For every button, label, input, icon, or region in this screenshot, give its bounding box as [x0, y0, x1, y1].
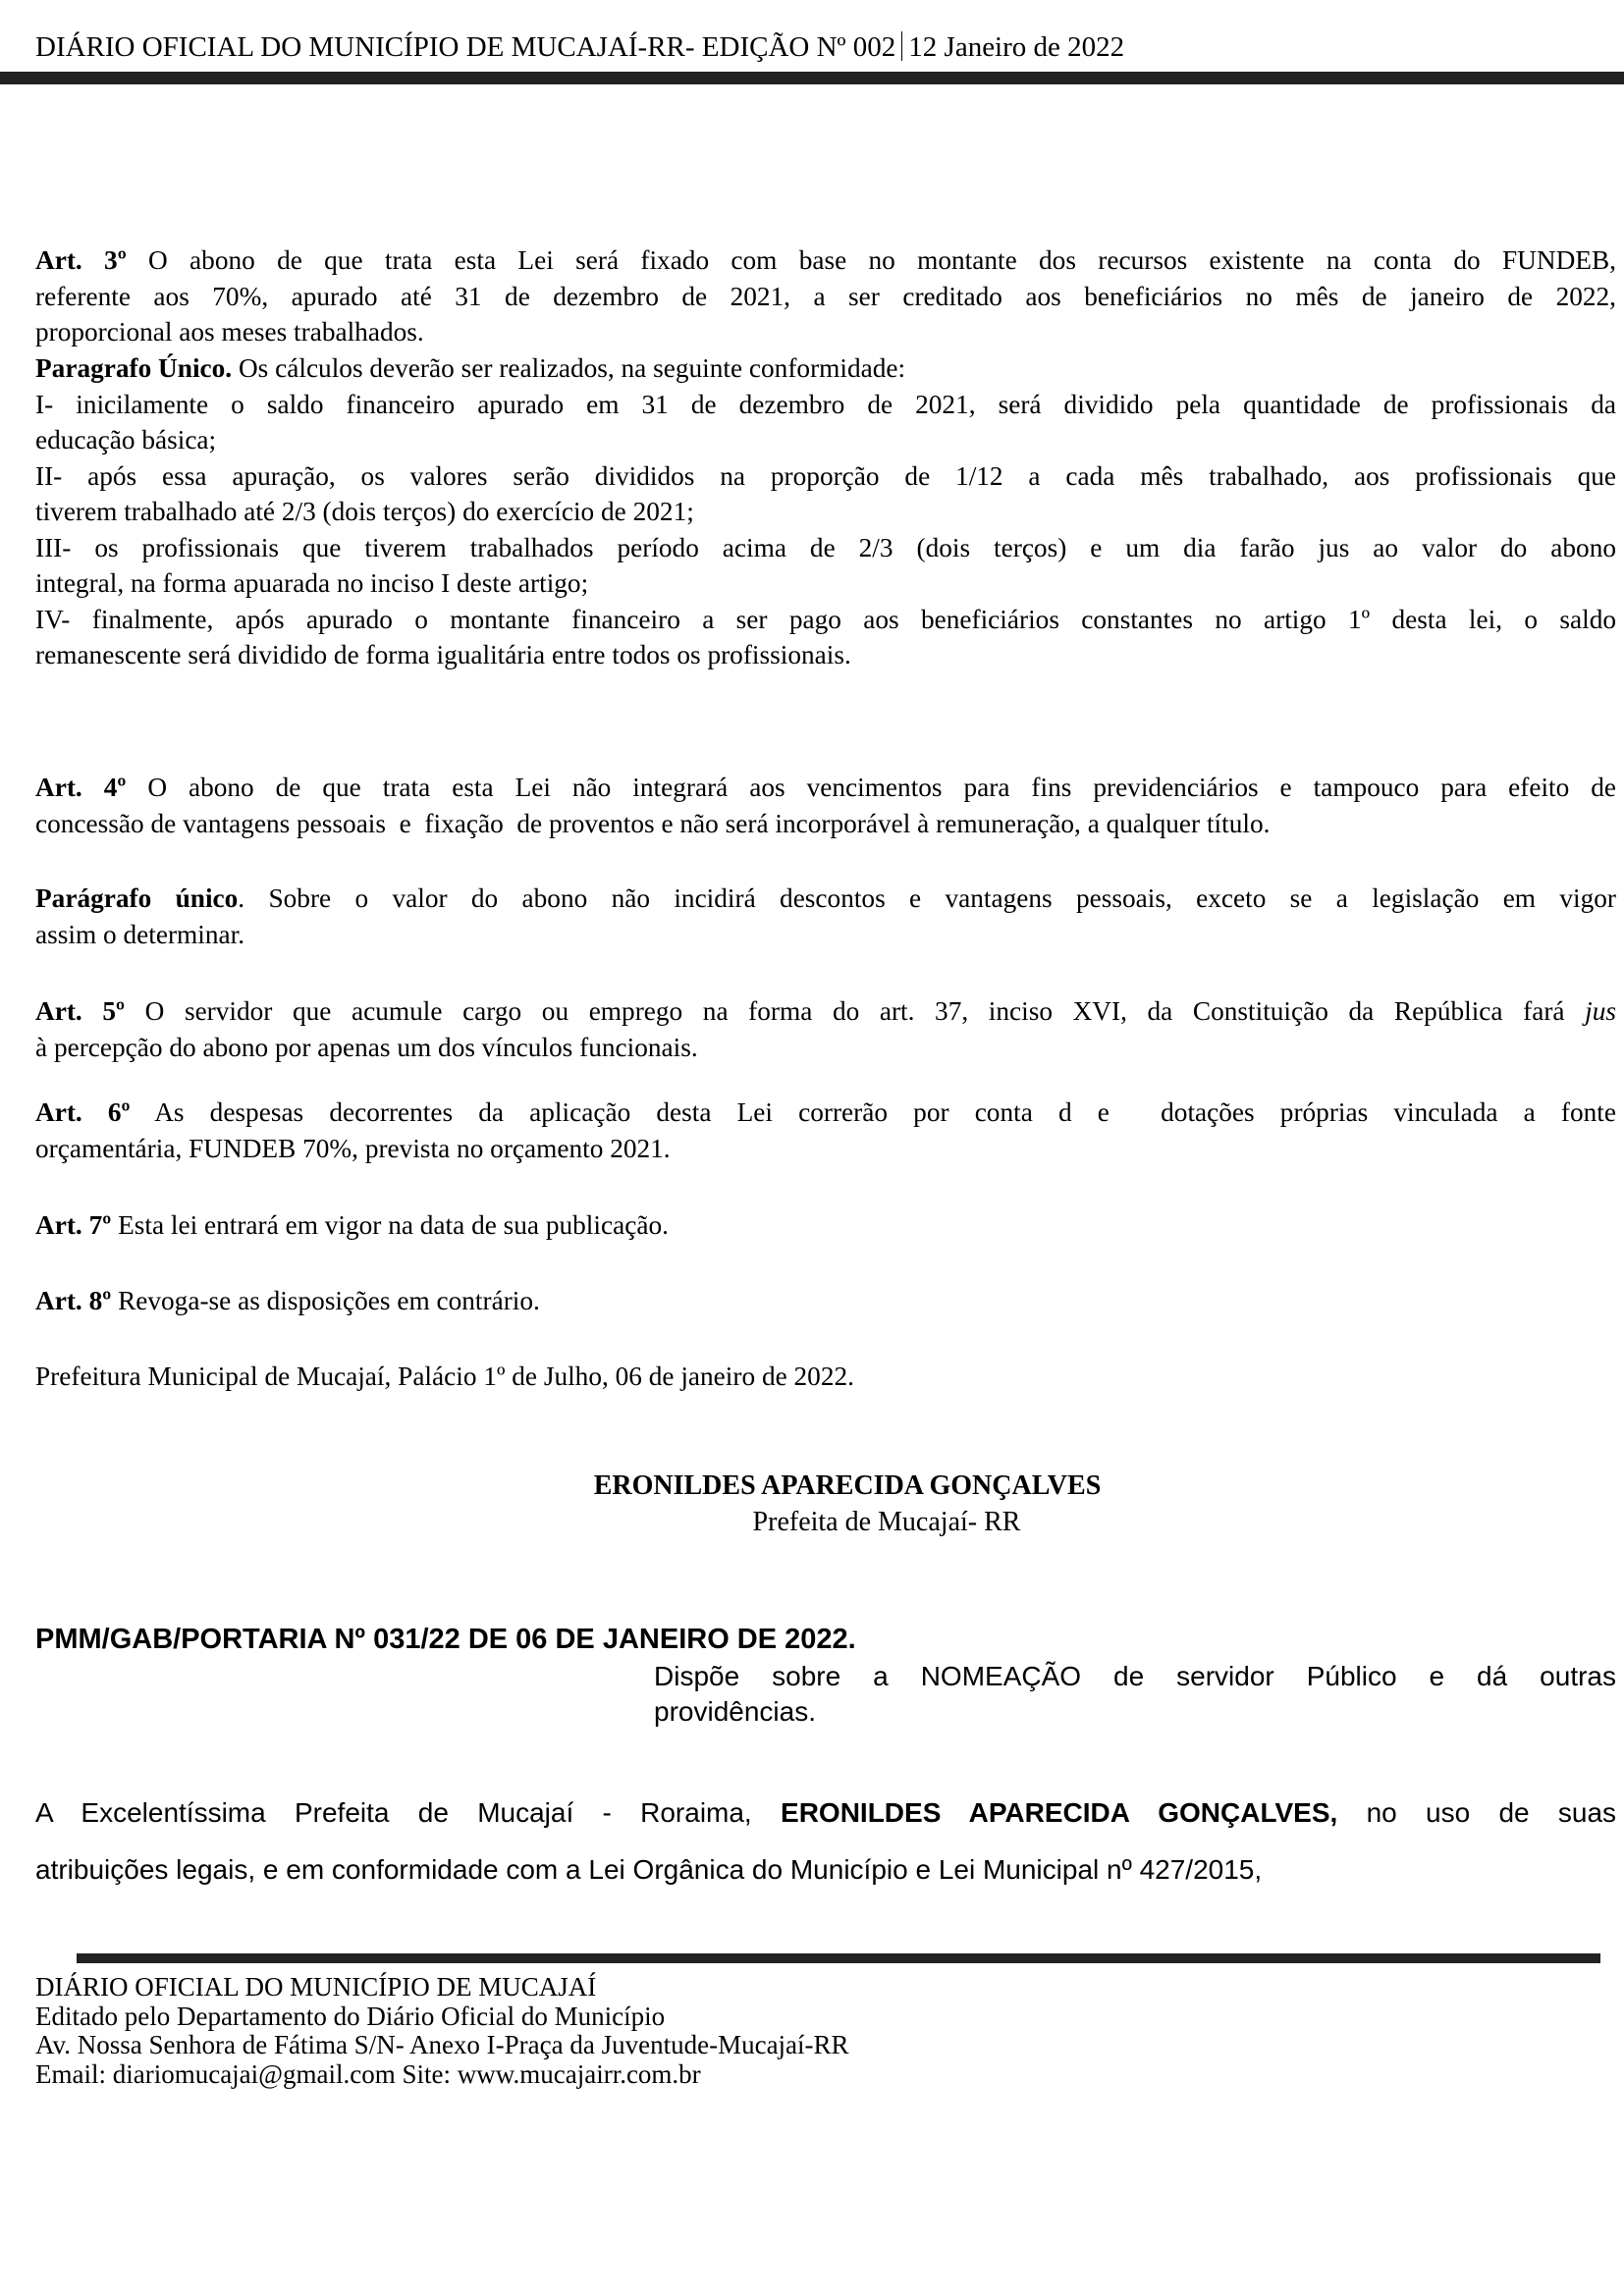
article-label: Art. 3º [35, 245, 127, 275]
page-header [35, 29, 1124, 65]
inciso-text: remanescente será dividido de forma igualitária entre todos os profissionais. [35, 640, 851, 669]
page-footer [35, 1973, 849, 2089]
inciso-text: tiverem trabalhado até 2/3 (dois terços) do exercício de 2021; [35, 497, 694, 526]
article-label: Art. 7º [35, 1210, 112, 1240]
inciso-text: I- inicilamente o saldo financeiro apurado em 31 de dezembro de 2021, será dividido pela quantidade de profissionais da [35, 389, 1616, 419]
article-text: referente aos 70%, apurado até 31 de dezembro de 2021, a ser creditado aos beneficiários no mês de janeiro de 2022, [35, 281, 1616, 311]
article-label: Art. 8º [35, 1286, 112, 1315]
footer-editor: Editado pelo Departamento do Diário Oficial do Município [35, 2001, 666, 2031]
header-separator [901, 31, 902, 61]
footer-contact: Email: diariomucajai@gmail.com Site: www.mucajairr.com.br [35, 2058, 701, 2089]
article-text: Esta lei entrará em vigor na data de sua publicação. [118, 1210, 669, 1240]
article-4 [35, 770, 1616, 841]
header-title: DIÁRIO OFICIAL DO MUNICÍPIO DE MUCAJAÍ-RR- EDIÇÃO Nº 002 [35, 31, 896, 63]
paragraph-label: Parágrafo único [35, 883, 239, 913]
article-text: O servidor que acumule cargo ou emprego na forma do art. 37, inciso XVI, da Constituição da República fará [144, 996, 1565, 1026]
paragrafo-unico-descontos [35, 881, 1616, 952]
inciso-text: educação básica; [35, 425, 217, 454]
article-text: O abono de que trata esta Lei será fixado com base no montante dos recursos existente na conta do FUNDEB, [148, 245, 1616, 275]
intro-text: no uso de suas [1366, 1797, 1617, 1828]
article-text: orçamentária, FUNDEB 70%, prevista no orçamento 2021. [35, 1133, 671, 1163]
footer-address: Av. Nossa Senhora de Fátima S/N- Anexo I-Praça da Juventude-Mucajaí-RR [35, 2030, 849, 2059]
portaria-intro [35, 1785, 1616, 1898]
article-label: Art. 6º [35, 1097, 131, 1127]
inciso-text: III- os profissionais que tiverem trabalhados período acima de 2/3 (dois terços) e um dia farão jus ao valor do abono [35, 532, 1616, 562]
portaria-ementa [654, 1659, 1616, 1730]
intro-text: A Excelentíssima Prefeita de Mucajaí - Roraima, [35, 1797, 752, 1828]
article-6 [35, 1095, 1616, 1166]
footer-rule [77, 1953, 1600, 1963]
closing-place-date [35, 1359, 1616, 1395]
ementa-text: providências. [654, 1696, 816, 1727]
inciso-text: IV- finalmente, após apurado o montante financeiro a ser pago aos beneficiários constantes no artigo 1º desta lei, o saldo [35, 604, 1616, 634]
article-5 [35, 993, 1616, 1065]
intro-name: ERONILDES APARECIDA GONÇALVES, [781, 1797, 1338, 1828]
inciso-text: II- após essa apuração, os valores serão divididos na proporção de 1/12 a cada mês trabalhado, aos profissionais que [35, 460, 1616, 491]
article-italic-text: jus [1585, 996, 1617, 1026]
ementa-text: Dispõe sobre a NOMEAÇÃO de servidor Público e dá outras [654, 1661, 1616, 1691]
footer-title: DIÁRIO OFICIAL DO MUNICÍPIO DE MUCAJAÍ [35, 1972, 597, 2002]
article-text: concessão de vantagens pessoais e fixação de proventos e não será incorporável à remuneração, a qualquer título. [35, 808, 1271, 838]
article-text: Revoga-se as disposições em contrário. [118, 1286, 540, 1315]
article-text: proporcional aos meses trabalhados. [35, 317, 424, 347]
paragraph-label: Paragrafo Único. [35, 353, 233, 383]
article-text: As despesas decorrentes da aplicação desta Lei correrão por conta d e dotações próprias vinculada a fonte [154, 1097, 1616, 1127]
inciso-text: integral, na forma apuarada no inciso I deste artigo; [35, 568, 589, 598]
portaria-title: PMM/GAB/PORTARIA Nº 031/22 DE 06 DE JANEIRO DE 2022. [35, 1624, 856, 1655]
article-label: Art. 4º [35, 773, 127, 802]
signature-name: ERONILDES APARECIDA GONÇALVES [593, 1470, 1102, 1501]
signature-role: Prefeita de Mucajaí- RR [752, 1507, 1021, 1537]
article-label: Art. 5º [35, 996, 126, 1026]
paragraph-text: Os cálculos deverão ser realizados, na seguinte conformidade: [238, 353, 906, 383]
article-text: O abono de que trata esta Lei não integrará aos vencimentos para fins previdenciários e tampouco para efeito de [147, 773, 1616, 802]
closing-text: Prefeitura Municipal de Mucajaí, Palácio 1º de Julho, 06 de janeiro de 2022. [35, 1362, 854, 1391]
paragrafo-unico-calculos [35, 350, 1616, 673]
article-8 [35, 1283, 1616, 1319]
paragraph-text: . Sobre o valor do abono não incidirá descontos e vantagens pessoais, exceto se a legislação em vigor [238, 883, 1616, 913]
header-date: 12 Janeiro de 2022 [908, 31, 1125, 63]
article-7 [35, 1207, 1616, 1244]
paragraph-text: assim o determinar. [35, 919, 245, 949]
article-3 [35, 242, 1616, 350]
article-text: à percepção do abono por apenas um dos vínculos funcionais. [35, 1032, 698, 1062]
intro-text: atribuições legais, e em conformidade com a Lei Orgânica do Município e Lei Municipal nº 427/2015, [35, 1854, 1263, 1885]
header-rule [0, 72, 1624, 84]
